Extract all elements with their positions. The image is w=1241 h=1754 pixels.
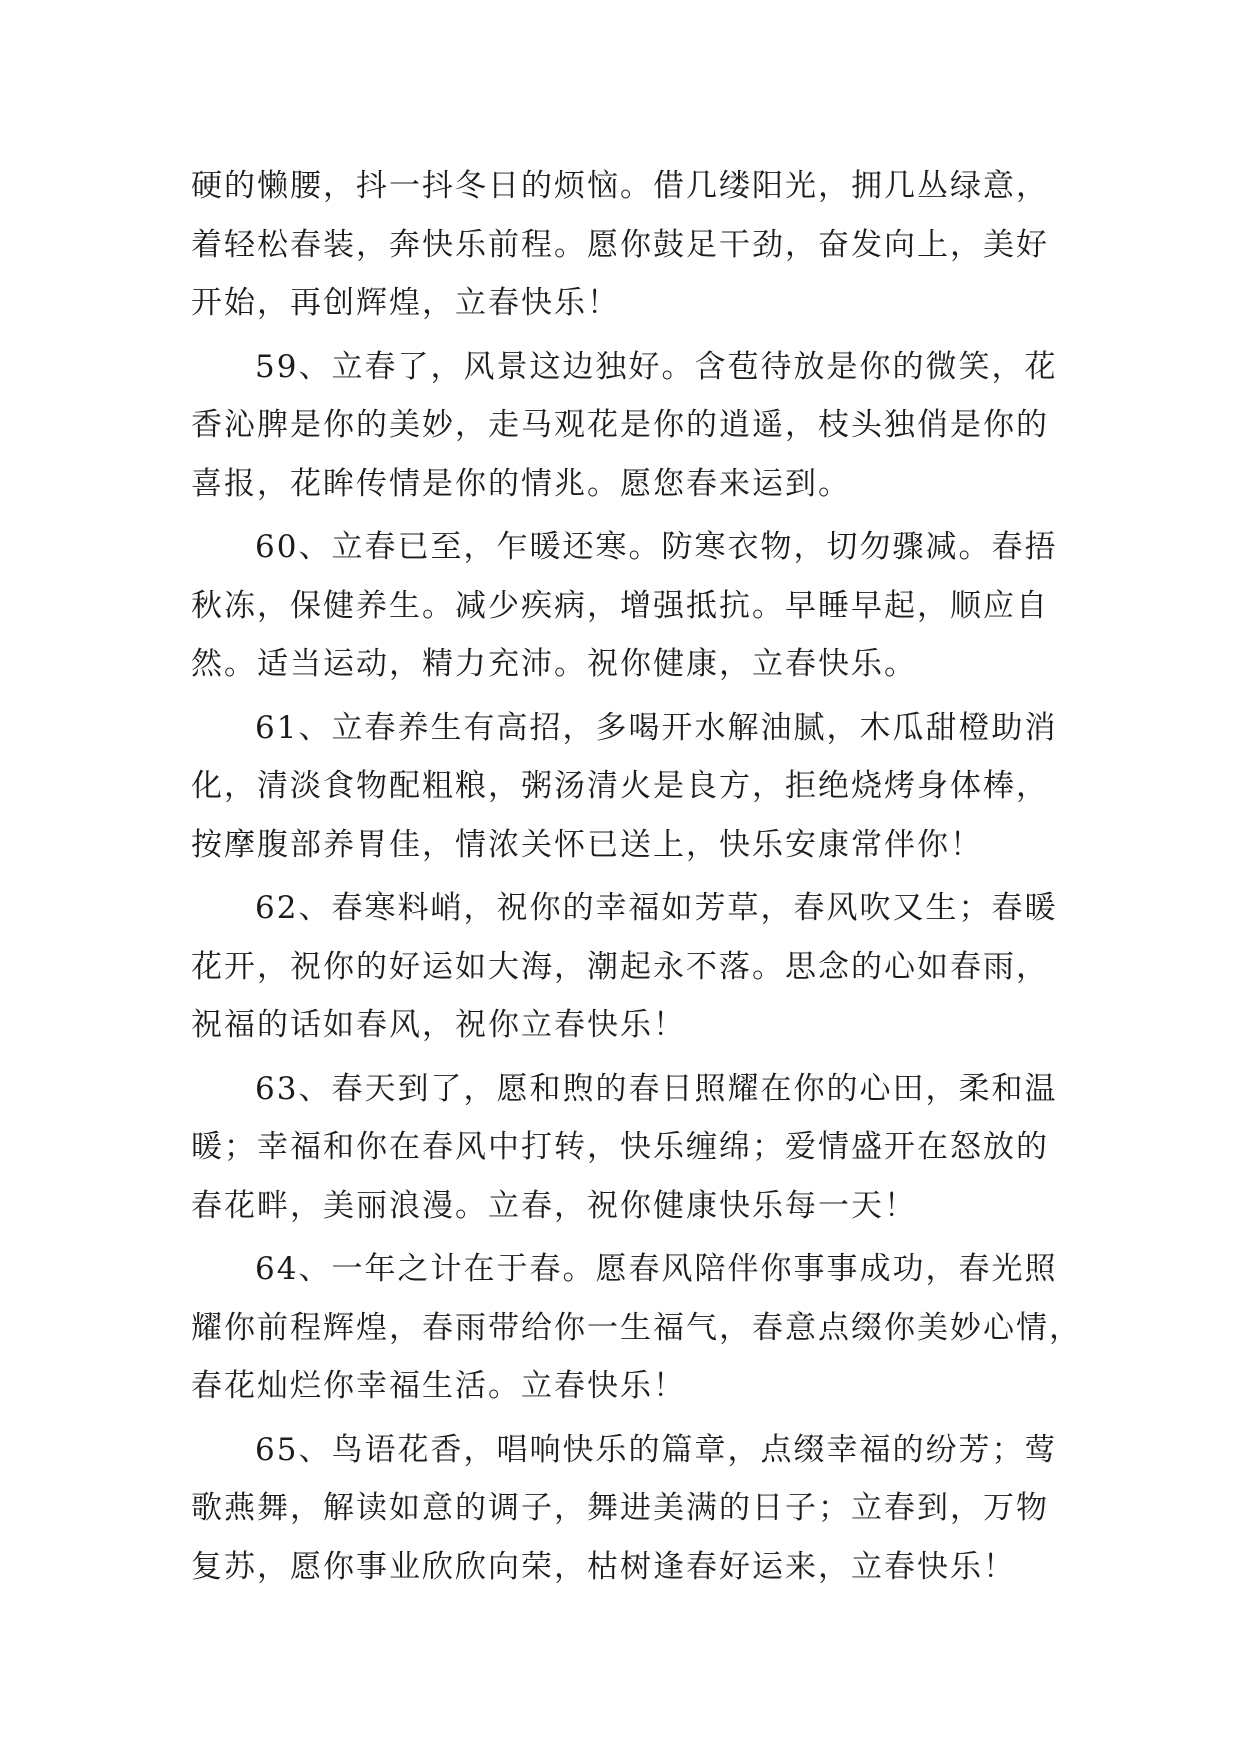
- text-line: 62、春寒料峭，祝你的幸福如芳草，春风吹又生；春暖: [255, 890, 1058, 926]
- text-line: 秋冻，保健养生。减少疾病，增强抵抗。早睡早起，顺应自: [191, 587, 1049, 624]
- text-line: 65、鸟语花香，唱响快乐的篇章，点缀幸福的纷芳；莺: [255, 1431, 1058, 1468]
- document-body: [191, 157, 1082, 1601]
- paragraph-62: [191, 879, 1056, 1055]
- paragraph-60: [191, 518, 1056, 694]
- text-line: 59、立春了，风景这边独好。含苞待放是你的微笑，花: [255, 348, 1058, 385]
- text-line: 开始，再创辉煌，立春快乐！: [191, 285, 620, 321]
- text-line: 祝福的话如春风，祝你立春快乐！: [191, 1007, 686, 1043]
- paragraph-64: [191, 1240, 1082, 1416]
- paragraph-63: [191, 1060, 1056, 1236]
- text-line: 暖；幸福和你在春风中打转，快乐缠绵；爱情盛开在怒放的: [191, 1129, 1049, 1165]
- text-line: 春花灿烂你幸福生活。立春快乐！: [191, 1368, 686, 1404]
- text-line: 复苏，愿你事业欣欣向荣，枯树逢春好运来，立春快乐！: [191, 1548, 1016, 1585]
- text-line: 着轻松春装，奔快乐前程。愿你鼓足干劲，奋发向上，美好: [191, 226, 1049, 263]
- text-line: 硬的懒腰，抖一抖冬日的烦恼。借几缕阳光，拥几丛绿意，: [191, 168, 1049, 204]
- paragraph-59: [191, 338, 1056, 514]
- paragraph-continued: [191, 157, 1056, 333]
- text-line: 化，清淡食物配粗粮，粥汤清火是良方，拒绝烧烤身体棒，: [191, 768, 1049, 804]
- text-line: 64、一年之计在于春。愿春风陪伴你事事成功，春光照: [255, 1251, 1058, 1287]
- text-line: 按摩腹部养胃佳，情浓关怀已送上，快乐安康常伴你！: [191, 826, 983, 863]
- paragraph-61: [191, 699, 1056, 875]
- text-line: 香沁脾是你的美妙，走马观花是你的逍遥，枝头独俏是你的: [191, 407, 1049, 443]
- text-line: 耀你前程辉煌，春雨带给你一生福气，春意点缀你美妙心情，: [191, 1309, 1082, 1346]
- text-line: 春花畔，美丽浪漫。立春，祝你健康快乐每一天！: [191, 1187, 917, 1224]
- paragraph-65: [191, 1421, 1056, 1597]
- text-line: 花开，祝你的好运如大海，潮起永不落。思念的心如春雨，: [191, 948, 1049, 985]
- text-line: 61、立春养生有高招，多喝开水解油腻，木瓜甜橙助消: [255, 709, 1058, 746]
- text-line: 然。适当运动，精力充沛。祝你健康，立春快乐。: [191, 646, 917, 682]
- text-line: 喜报，花眸传情是你的情兆。愿您春来运到。: [191, 465, 851, 502]
- text-line: 歌燕舞，解读如意的调子，舞进美满的日子；立春到，万物: [191, 1490, 1049, 1526]
- text-line: 60、立春已至，乍暖还寒。防寒衣物，切勿骤减。春捂: [255, 529, 1058, 565]
- text-line: 63、春天到了，愿和煦的春日照耀在你的心田，柔和温: [255, 1070, 1058, 1107]
